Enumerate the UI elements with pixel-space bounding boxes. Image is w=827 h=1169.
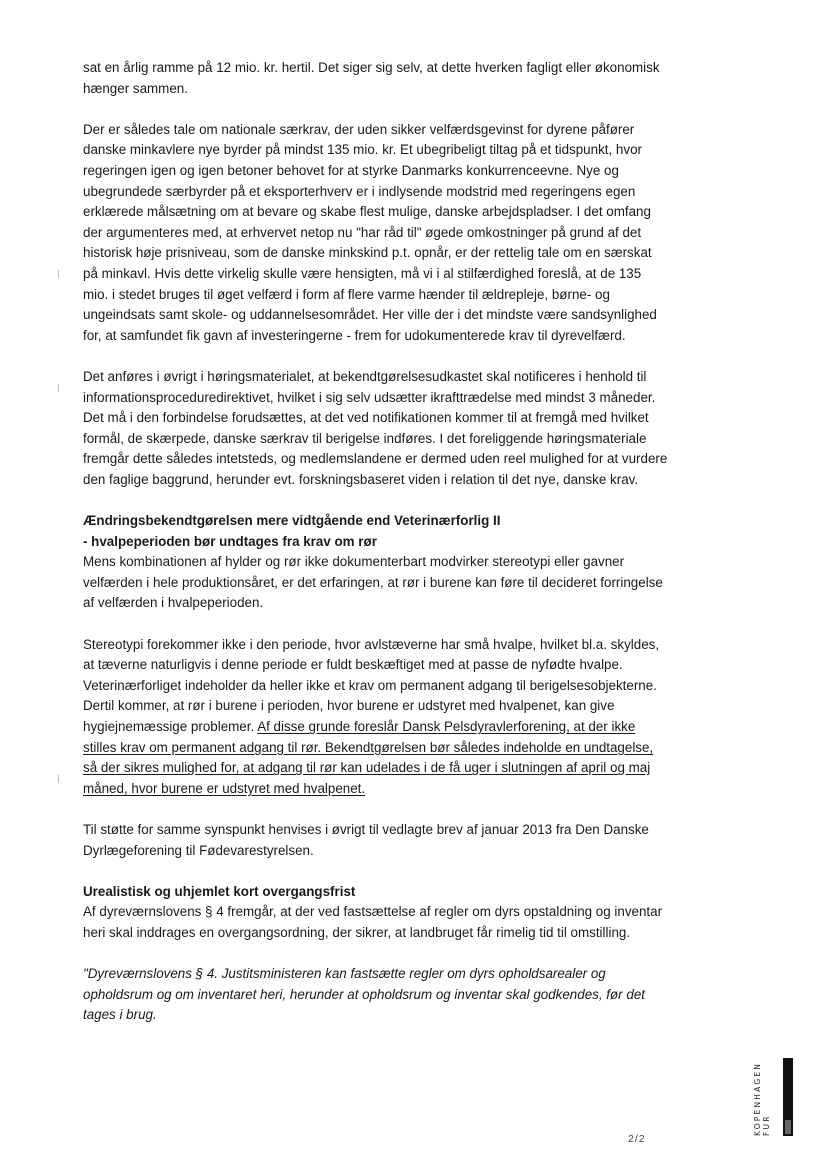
heading-line: Ændringsbekendtgørelsen mere vidtgående end Veterinærforlig II <box>83 513 501 529</box>
paragraph: Der er således tale om nationale særkrav, der uden sikker velfærdsgevinst for dyrene påfører danske minkavlere nye byrder på mindst 135 mio. kr. Et ubegribeligt tiltag på et tidspunkt, hvor regeringen igen og igen betoner behovet for at styrke Danmarks konkurrenceevne. Nye og ubegrundede særbyrder på et eksporterhverv er i indlysende modstrid med regeringens egen erklærede målsætning om at bevare og skabe flest mulige, danske arbejdspladser. I det omfang der argumenteres med, at erhvervet netop nu "har råd til" øgede omkostninger på grund af det historisk høje prisniveau, som de danske minkskind p.t. opnår, er der rettelig tale om en særskat på minkavl. Hvis dette virkelig skulle være hensigten, må vi i al stilfærdighed foreslå, at de 135 mio. i stedet bruges til øget velfærd i form af flere varme hænder til ældrepleje, børne- og ungeindsats samt skole- og uddannelsesområdet. Her ville der i det mindste være sandsynlighed for, at samfundet fik gavn af investeringerne - frem for udokumenterede krav til dyrevelfærd. <box>83 121 657 343</box>
margin-mark <box>58 775 59 783</box>
legal-quote: "Dyreværnslovens § 4. Justitsministeren kan fastsætte regler om dyrs opholdsarealer og opholdsrum og om inventaret heri, herunder at opholdsrum og inventar skal godkendes, før det tages i brug. <box>83 966 645 1023</box>
section-heading-transition: Urealistisk og uhjemlet kort overgangsfrist <box>83 883 356 899</box>
paragraph <box>83 635 668 800</box>
paragraph: sat en årlig ramme på 12 mio. kr. hertil. Det siger sig selv, at dette hverken fagligt eller økonomisk hænger sammen. <box>83 60 660 96</box>
section-heading-amendment <box>83 511 668 552</box>
logo-line: FUR <box>762 1114 771 1136</box>
company-logo-text <box>753 1058 771 1136</box>
margin-mark <box>58 270 59 278</box>
paragraph: Af dyreværnslovens § 4 fremgår, at der ved fastsættelse af regler om dyrs opstaldning og inventar heri skal inddrages en overgangsordning, der sikrer, at landbruget får rimelig tid til omstilling. <box>83 904 663 940</box>
heading-line: - hvalpeperioden bør undtages fra krav om rør <box>83 533 377 549</box>
margin-mark <box>58 384 59 392</box>
paragraph: Til støtte for samme synspunkt henvises i øvrigt til vedlagte brev af januar 2013 fra Den Danske Dyrlægeforening til Fødevarestyrelsen. <box>83 821 649 858</box>
logo-bar-accent-icon <box>785 1120 791 1134</box>
letter-body <box>83 58 668 1047</box>
paragraph: Det anføres i øvrigt i høringsmaterialet, at bekendtgørelsesudkastet skal notificeres i henhold til informationsproceduredirektivet, hvilket i sig selv udsætter ikrafttrædelse med mindst 3 måneder. Det må i den forbindelse forudsættes, at det ved notifikationen kommer til at fremgå med hvilket formål, de skærpede, danske særkrav til berigelse indføres. I det foreliggende høringsmateriale fremgår dette således intetsteds, og medlemslandene er dermed uden reel mulighed for at vurdere den faglige baggrund, herunder evt. forskningsbaseret viden i relation til det nye, danske krav. <box>83 368 668 487</box>
paragraph: Mens kombinationen af hylder og rør ikke dokumenterbart modvirker stereotypi eller gavner velfærden i hele produktionsåret, er det erfaringen, at rør i burene kan føre til decideret forringelse af velfærden i hvalpeperioden. <box>83 554 663 611</box>
page-number: 2/2 <box>628 1133 646 1145</box>
paragraph-text: Stereotypi forekommer ikke i den periode, hvor avlstæverne har små hvalpe, hvilket bl.a. skyldes, at tæverne naturligvis i denne periode er fuldt beskæftiget med at passe de nyfødte hvalpe. Veterinærforliget indeholder da heller ikke et krav om permanent adgang til berigelsesobjekterne. Dertil kommer, at rør i burene i perioden, hvor burene er udstyret med hvalpenet, kan give hygiejnemæssige problemer. <box>83 636 660 734</box>
underlined-proposal: Af disse grunde foreslår Dansk Pelsdyravlerforening, at der ikke stilles krav om permanent adgang til rør. Bekendtgørelsen bør således indeholde en undtagelse, så der sikres mulighed for, at adgang til rør kan udelades i de få uger i slutningen af april og maj måned, hvor burene er udstyret med hvalpenet. <box>83 719 654 796</box>
logo-line: KOPENHAGEN <box>753 1061 762 1136</box>
